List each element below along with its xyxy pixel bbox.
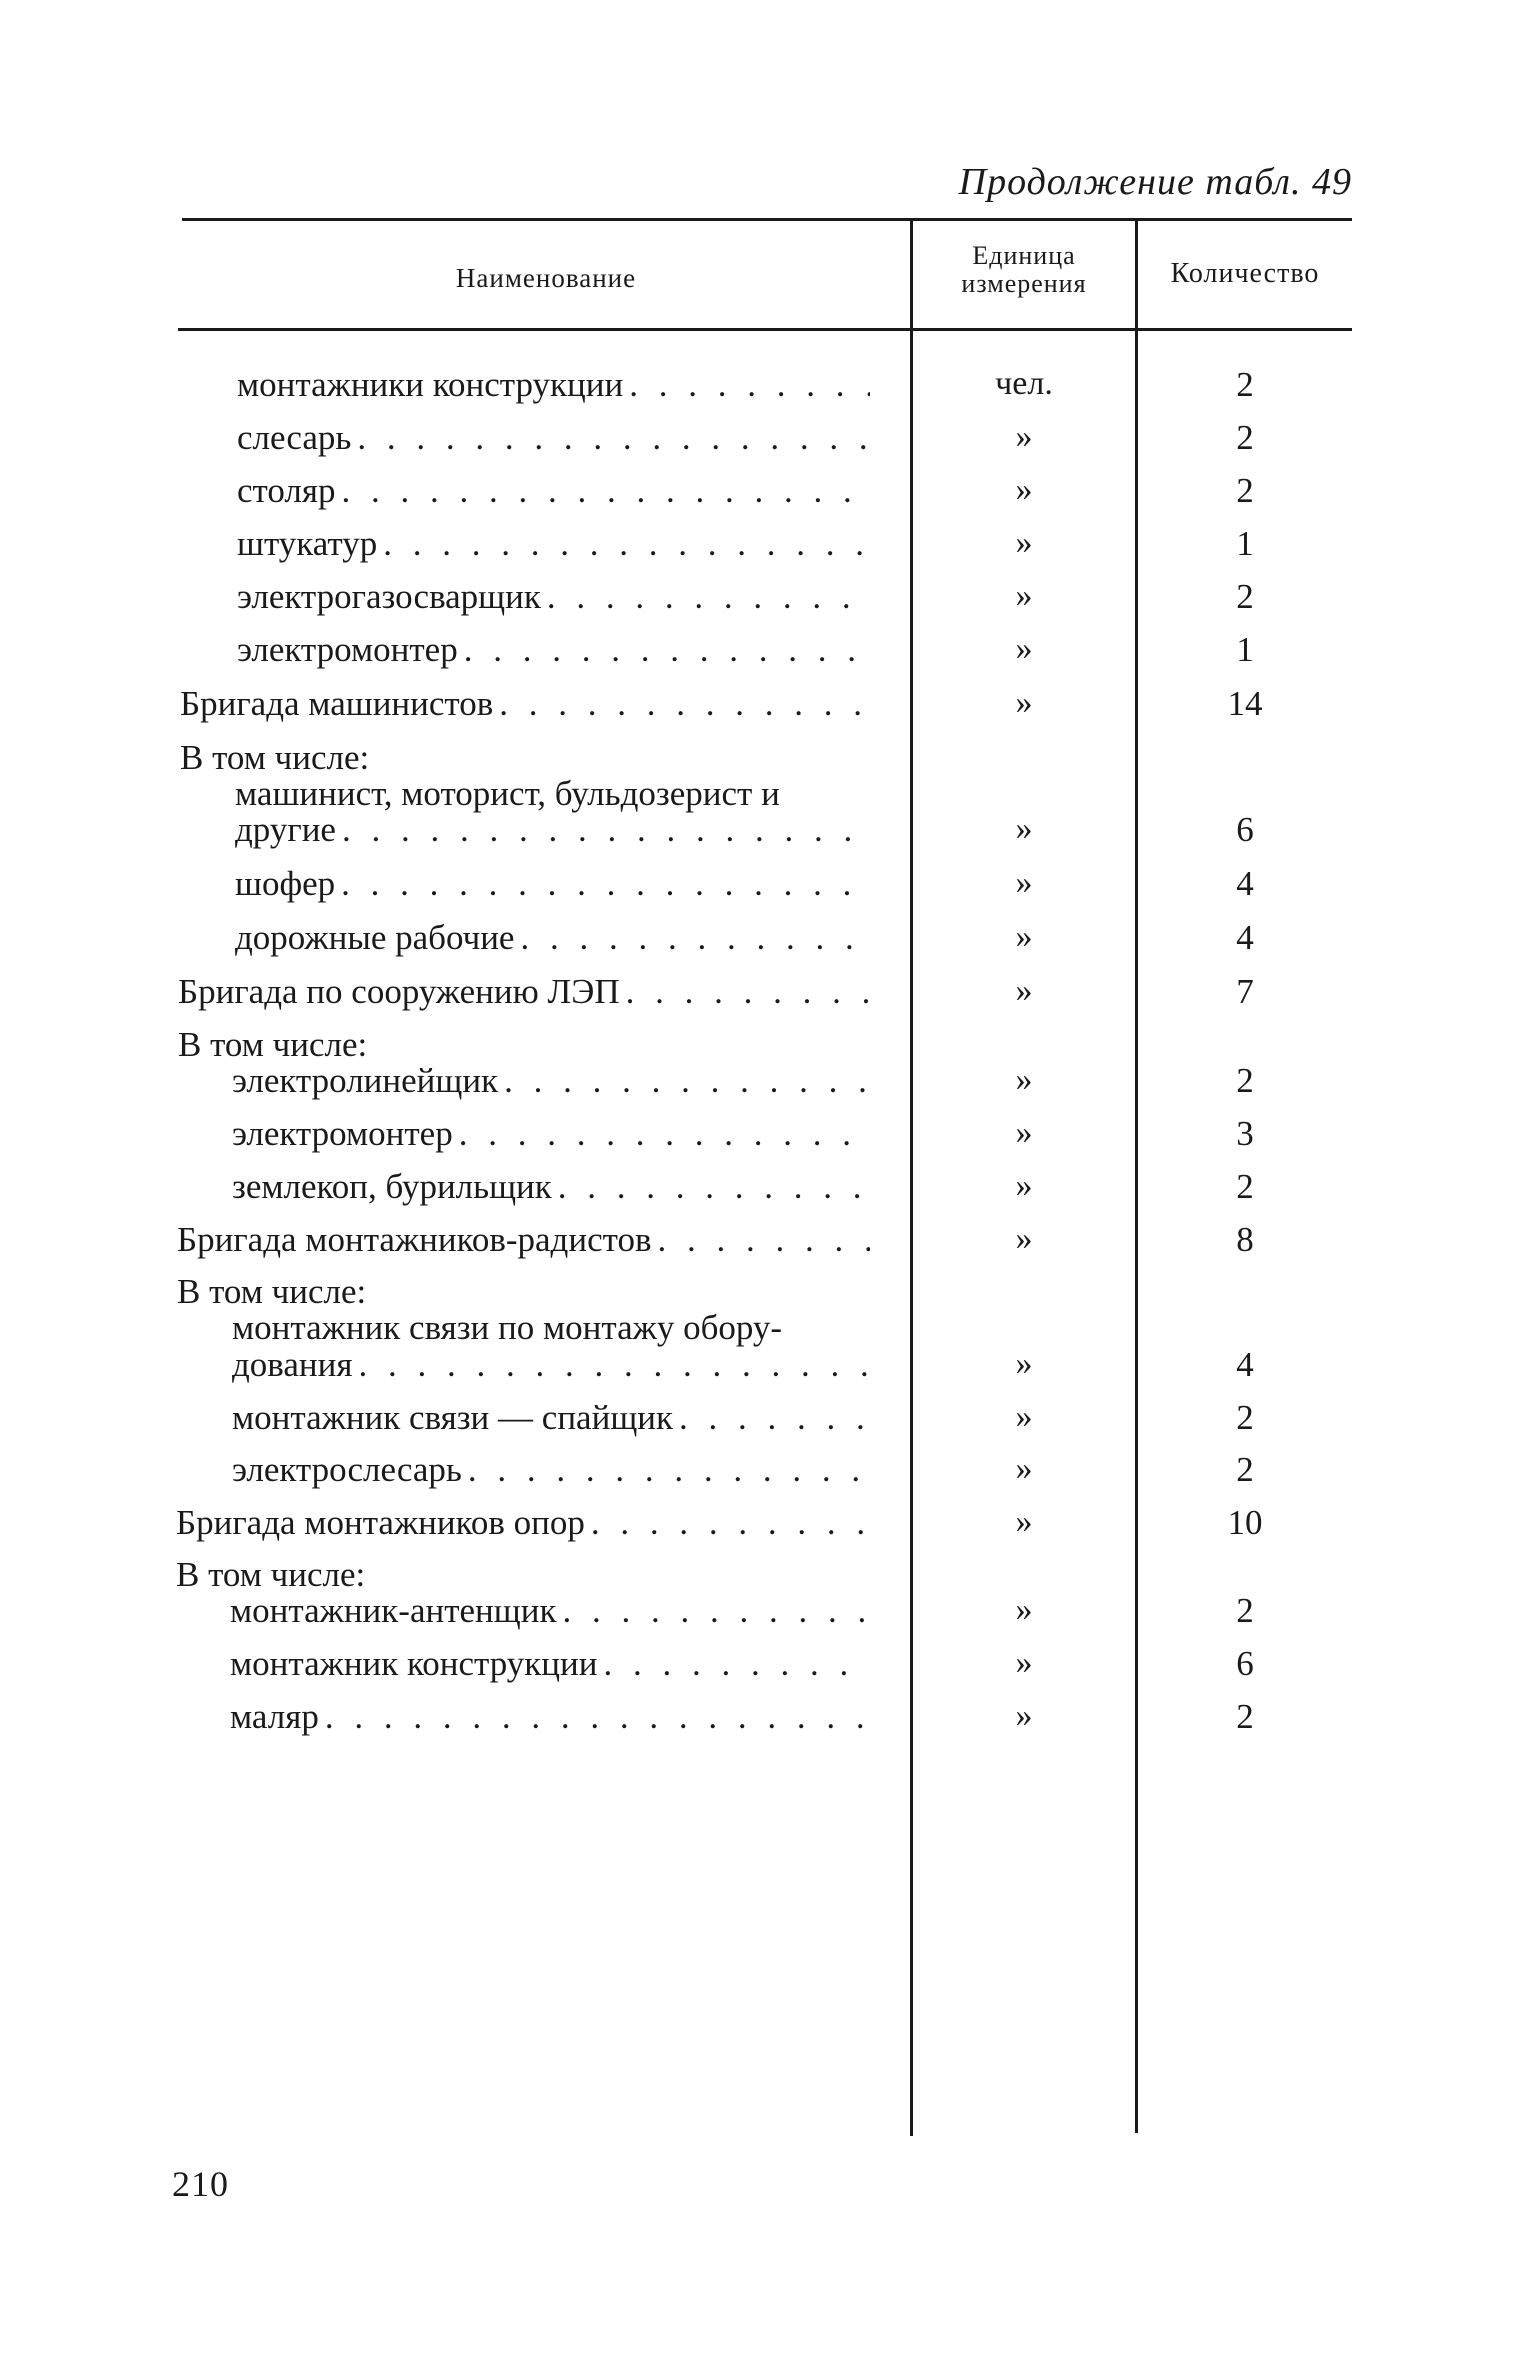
row-unit: » (1015, 1398, 1033, 1435)
leader-dots (603, 1644, 870, 1684)
row-name: монтажник конструкции (230, 1644, 598, 1683)
row-unit: » (1015, 918, 1033, 955)
row-qty: 2 (1236, 1061, 1254, 1100)
row-qty: 2 (1236, 418, 1254, 457)
leader-dots (547, 577, 870, 617)
row-unit: » (1015, 577, 1033, 614)
row-unit: » (1015, 471, 1033, 508)
row-qty: 7 (1236, 972, 1254, 1011)
row-name: электромонтер (237, 630, 458, 669)
leader-dots (342, 810, 870, 850)
row-unit: » (1015, 1591, 1033, 1628)
table-row (0, 1644, 1535, 1694)
row-qty: 2 (1236, 1450, 1254, 1489)
table-row (0, 918, 1535, 968)
table-caption: Продолжение табл. 49 (958, 161, 1352, 203)
table-header-rule (178, 328, 1352, 331)
header-qty: Количество (1170, 258, 1320, 289)
leader-dots (459, 1114, 870, 1154)
row-qty: 1 (1236, 524, 1254, 563)
row-unit: » (1015, 1450, 1033, 1487)
row-name: монтажники конструкции (237, 365, 624, 404)
row-name: маляр (230, 1697, 319, 1736)
leader-dots (468, 1450, 870, 1490)
header-unit-line1: Единица (972, 241, 1076, 270)
row-qty: 2 (1236, 1697, 1254, 1736)
row-name: землекоп, бурильщик (232, 1167, 552, 1206)
in-number-label: В том числе: (176, 1555, 366, 1594)
row-qty: 6 (1236, 810, 1254, 849)
page-number: 210 (172, 2164, 229, 2204)
row-name-line: монтажник связи по монтажу обору- (232, 1308, 783, 1347)
leader-dots (558, 1167, 870, 1207)
row-unit: » (1015, 684, 1033, 721)
table-top-rule (182, 218, 1352, 221)
leader-dots (626, 972, 870, 1012)
header-unit-line2: измерения (961, 269, 1087, 298)
table-row (0, 1167, 1535, 1217)
row-name: другие (235, 810, 336, 849)
row-qty: 2 (1236, 1398, 1254, 1437)
row-qty: 6 (1236, 1644, 1254, 1683)
row-name: дования (232, 1345, 353, 1384)
header-unit (913, 242, 1135, 298)
leader-dots (504, 1061, 870, 1101)
table-row (0, 1398, 1535, 1448)
in-number-label: В том числе: (178, 1025, 368, 1064)
row-name: шофер (235, 864, 336, 903)
table-row (0, 630, 1535, 680)
leader-dots (657, 1220, 870, 1260)
table-row (0, 471, 1535, 521)
leader-dots (520, 918, 870, 958)
row-qty: 2 (1236, 577, 1254, 616)
row-qty: 2 (1236, 1167, 1254, 1206)
table-row (0, 1591, 1535, 1641)
row-unit: » (1015, 418, 1033, 455)
table-row (0, 1061, 1535, 1111)
row-name: дорожные рабочие (235, 918, 515, 957)
leader-dots (358, 1345, 870, 1385)
row-name: слесарь (237, 418, 352, 457)
row-name: штукатур (237, 524, 378, 563)
row-qty: 3 (1236, 1114, 1254, 1153)
table-row (0, 1697, 1535, 1747)
table-row (0, 810, 1535, 860)
leader-dots (629, 365, 870, 405)
row-unit: » (1015, 1114, 1033, 1151)
leader-dots (341, 864, 870, 904)
row-name: Бригада машинистов (180, 684, 494, 723)
row-name: столяр (237, 471, 336, 510)
leader-dots (499, 684, 870, 724)
row-name: электрогазосварщик (237, 577, 541, 616)
row-qty: 4 (1236, 864, 1254, 903)
table-row (0, 864, 1535, 914)
row-name: Бригада монтажников-радистов (177, 1220, 652, 1259)
in-number-label: В том числе: (177, 1272, 367, 1311)
table-row (0, 972, 1535, 1022)
row-unit: » (1015, 1697, 1033, 1734)
in-number-label: В том числе: (180, 738, 370, 777)
row-unit: » (1015, 1644, 1033, 1681)
row-unit: » (1015, 1220, 1033, 1257)
row-unit: » (1015, 524, 1033, 561)
leader-dots (357, 418, 870, 458)
row-qty: 10 (1227, 1503, 1263, 1542)
row-qty: 2 (1236, 365, 1254, 404)
leader-dots (341, 471, 870, 511)
row-unit: » (1015, 1167, 1033, 1204)
row-name: монтажник связи — спайщик (232, 1398, 674, 1437)
row-unit: » (1015, 1503, 1033, 1540)
table-row (0, 1450, 1535, 1500)
table-row (0, 1503, 1535, 1553)
row-name: электрослесарь (232, 1450, 462, 1489)
row-unit: » (1015, 864, 1033, 901)
row-qty: 2 (1236, 1591, 1254, 1630)
table-row (0, 365, 1535, 415)
row-qty: 8 (1236, 1220, 1254, 1259)
table-row (0, 1220, 1535, 1270)
row-qty: 2 (1236, 471, 1254, 510)
row-name-line: машинист, моторист, бульдозерист и (235, 774, 780, 813)
table-row (0, 1345, 1535, 1395)
table-row (0, 524, 1535, 574)
row-name: Бригада по сооружению ЛЭП (178, 972, 620, 1011)
leader-dots (679, 1398, 870, 1438)
row-name: электролинейщик (232, 1061, 499, 1100)
row-qty: 1 (1236, 630, 1254, 669)
row-unit: » (1015, 1345, 1033, 1382)
leader-dots (591, 1503, 870, 1543)
row-unit: » (1015, 630, 1033, 667)
table-row (0, 1114, 1535, 1164)
row-unit: » (1015, 810, 1033, 847)
table-row (0, 684, 1535, 734)
row-unit: » (1015, 972, 1033, 1009)
table-row (0, 418, 1535, 468)
row-unit: » (1015, 1061, 1033, 1098)
header-name: Наименование (455, 263, 637, 293)
row-name: монтажник-антенщик (230, 1591, 557, 1630)
leader-dots (464, 630, 870, 670)
row-qty: 14 (1227, 684, 1263, 723)
table-row (0, 577, 1535, 627)
row-name: электромонтер (232, 1114, 453, 1153)
leader-dots (383, 524, 870, 564)
leader-dots (562, 1591, 870, 1631)
leader-dots (325, 1697, 870, 1737)
row-qty: 4 (1236, 1345, 1254, 1384)
row-unit: чел. (995, 365, 1053, 402)
row-qty: 4 (1236, 918, 1254, 957)
row-name: Бригада монтажников опор (176, 1503, 585, 1542)
